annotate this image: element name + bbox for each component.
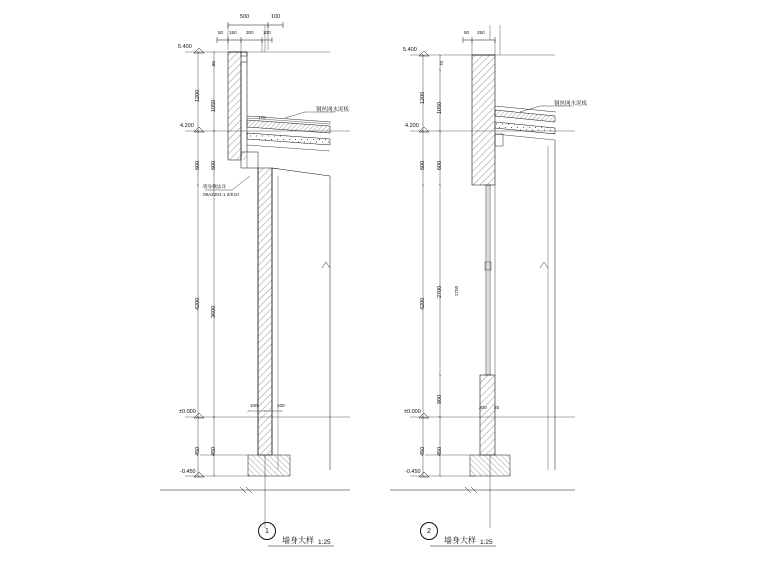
dim-900-d2: 900 [437,394,443,404]
level-5400-d2: 5.400 [403,47,417,53]
detail-title-1: 墙身大样 [282,536,314,545]
dim-600-d1: 600 [195,160,201,170]
dim-1200-d1: 1200 [195,89,201,102]
dim-600b-d2: 600 [437,160,443,170]
level-4200-d1: 4.200 [180,123,194,129]
note-wall-method-d1: 墙身做法详 [203,184,226,189]
detail-marker-2[interactable]: 2 [420,522,438,540]
dim-top-50: 50 [218,30,224,35]
dim-top-100: 100 [271,14,281,20]
dim-2700b-d2: 2700 [454,285,459,296]
level-m450-d1: -0.450 [180,469,196,475]
dim-top-100b: 100 [263,30,271,35]
dim-4200-d1: 4200 [195,297,201,310]
dim-1050-d2: 1050 [437,101,443,114]
dim-450-d1: 450 [195,446,201,456]
level-m450-d2: -0.450 [405,469,421,475]
dim-600b-d1: 600 [211,160,217,170]
dim-200-d2: 200 [479,405,487,410]
dim-100c-d1: 100 [250,403,258,408]
dim-1200-d2: 1200 [420,91,426,104]
dim-1050-d1: 1050 [211,99,217,112]
dim-70-d2: 70 [439,60,444,66]
detail-marker-1[interactable]: 1 [258,522,276,540]
note-mesh-board-d2: 钢丝网水泥板 [554,101,588,107]
dim-4200-d2: 4200 [420,297,426,310]
dim-top-250-d2: 250 [477,30,485,35]
dim-100d-d1: 100 [277,403,285,408]
detail-title-2: 墙身大样 [444,536,476,545]
level-0000-d2: ±0.000 [404,409,421,415]
note-wall-code-d1: 09A2201-1 2/K10 [203,192,239,197]
dim-450b-d1: 450 [211,446,217,456]
dim-3600-d1: 3600 [211,305,217,318]
dim-600-d2: 600 [420,160,426,170]
dim-25-d2: 25 [494,405,500,410]
dim-top-300: 300 [246,30,254,35]
level-4200-d2: 4.200 [405,123,419,129]
note-mesh-board-d1: 钢丝网水泥板 [316,107,350,113]
dim-top-150: 150 [229,30,237,35]
dim-450-d2: 450 [420,446,426,456]
dim-2700-d2: 2700 [437,285,443,298]
dim-450b-d2: 450 [437,446,443,456]
detail-scale-2: 1:25 [480,539,493,546]
dim-170-d1: 170 [258,115,266,120]
level-0000-d1: ±0.000 [179,409,196,415]
dim-80-d1: 80 [211,60,216,66]
detail-scale-1: 1:25 [318,539,331,546]
level-5400-d1: 5.400 [178,44,192,50]
dim-top-50-d2: 50 [464,30,470,35]
dim-top-500: 500 [240,14,250,20]
